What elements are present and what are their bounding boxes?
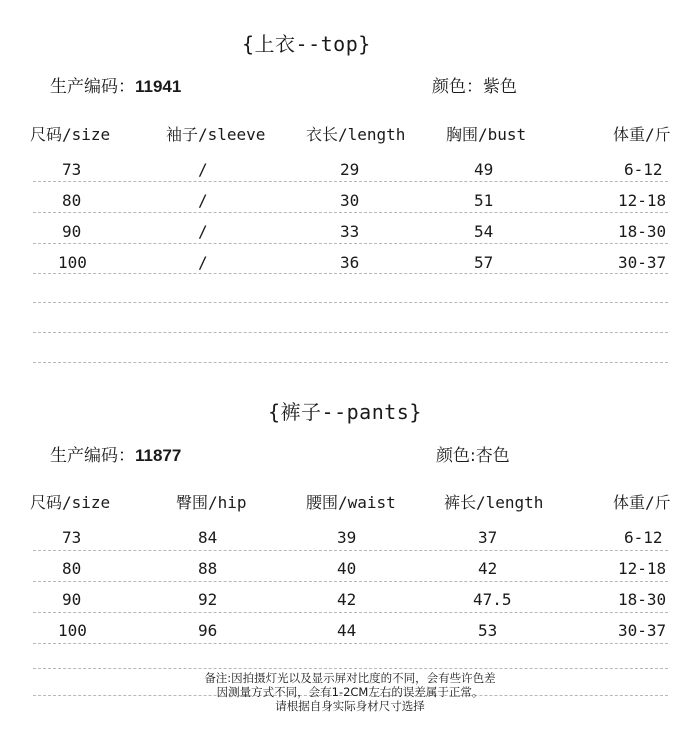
row-divider <box>33 243 668 244</box>
pants-color <box>436 441 510 466</box>
pants-color-label: 颜色: <box>436 446 476 466</box>
table-cell: 80 <box>62 191 82 210</box>
table-cell: 29 <box>340 160 360 179</box>
table-cell: 18-30 <box>618 590 667 609</box>
table-cell: 30-37 <box>618 253 667 272</box>
table-cell: 42 <box>478 559 498 578</box>
table-cell: 73 <box>62 528 82 547</box>
table-cell: 53 <box>478 621 498 640</box>
top-header-size: 尺码/size <box>30 125 111 144</box>
pants-header-hip: 臀围/hip <box>176 493 247 512</box>
pants-code-value: 11877 <box>135 446 182 465</box>
table-cell: / <box>198 253 208 272</box>
pants-header-length: 裤长/length <box>444 493 544 512</box>
table-cell: 96 <box>198 621 218 640</box>
top-header-bust: 胸围/bust <box>446 125 527 144</box>
table-cell: 33 <box>340 222 360 241</box>
note-line-1: 备注:因拍摄灯光以及显示屏对比度的不同，会有些许色差 <box>204 671 496 685</box>
table-cell: 12-18 <box>618 191 667 210</box>
row-divider <box>33 212 668 213</box>
table-cell: 47.5 <box>473 590 512 609</box>
table-cell: 84 <box>198 528 218 547</box>
row-divider <box>33 612 668 613</box>
table-cell: 40 <box>337 559 357 578</box>
table-cell: / <box>198 160 208 179</box>
top-color <box>432 72 517 97</box>
table-cell: 100 <box>58 621 87 640</box>
pants-production-code <box>50 441 181 466</box>
row-divider <box>33 302 668 303</box>
table-cell: 54 <box>474 222 494 241</box>
table-cell: / <box>198 222 208 241</box>
pants-code-label: 生产编码： <box>50 446 135 466</box>
pants-header-weight: 体重/斤 <box>613 493 671 512</box>
table-cell: 18-30 <box>618 222 667 241</box>
table-cell: 12-18 <box>618 559 667 578</box>
table-cell: / <box>198 191 208 210</box>
row-divider <box>33 362 668 363</box>
table-cell: 44 <box>337 621 357 640</box>
pants-section-title: {裤子--pants} <box>268 400 422 424</box>
table-cell: 49 <box>474 160 494 179</box>
pants-header-size: 尺码/size <box>30 493 111 512</box>
note-line-3: 请根据自身实际身材尺寸选择 <box>275 699 425 713</box>
table-cell: 37 <box>478 528 498 547</box>
table-cell: 73 <box>62 160 82 179</box>
row-divider <box>33 668 668 669</box>
table-cell: 92 <box>198 590 218 609</box>
table-cell: 100 <box>58 253 87 272</box>
pants-color-value: 杏色 <box>475 446 510 466</box>
top-header-sleeve: 袖子/sleeve <box>166 125 266 144</box>
table-cell: 6-12 <box>624 528 663 547</box>
table-cell: 90 <box>62 222 82 241</box>
row-divider <box>33 643 668 644</box>
table-cell: 36 <box>340 253 360 272</box>
top-color-value: 紫色 <box>483 77 517 97</box>
row-divider <box>33 273 668 274</box>
table-cell: 30 <box>340 191 360 210</box>
row-divider <box>33 550 668 551</box>
top-production-code <box>50 72 181 97</box>
note-line-2: 因测量方式不同，会有1-2CM左右的误差属于正常。 <box>216 685 484 699</box>
table-cell: 51 <box>474 191 494 210</box>
table-cell: 42 <box>337 590 357 609</box>
table-cell: 88 <box>198 559 218 578</box>
top-section-title: {上衣--top} <box>242 32 371 56</box>
table-cell: 39 <box>337 528 357 547</box>
table-cell: 30-37 <box>618 621 667 640</box>
pants-header-waist: 腰围/waist <box>306 493 396 512</box>
top-code-label: 生产编码： <box>50 77 135 97</box>
row-divider <box>33 581 668 582</box>
table-cell: 80 <box>62 559 82 578</box>
row-divider <box>33 181 668 182</box>
table-cell: 57 <box>474 253 494 272</box>
row-divider <box>33 332 668 333</box>
top-header-length: 衣长/length <box>306 125 406 144</box>
table-cell: 6-12 <box>624 160 663 179</box>
top-color-label: 颜色： <box>432 77 483 97</box>
top-code-value: 11941 <box>135 77 182 96</box>
table-cell: 90 <box>62 590 82 609</box>
top-header-weight: 体重/斤 <box>613 125 671 144</box>
